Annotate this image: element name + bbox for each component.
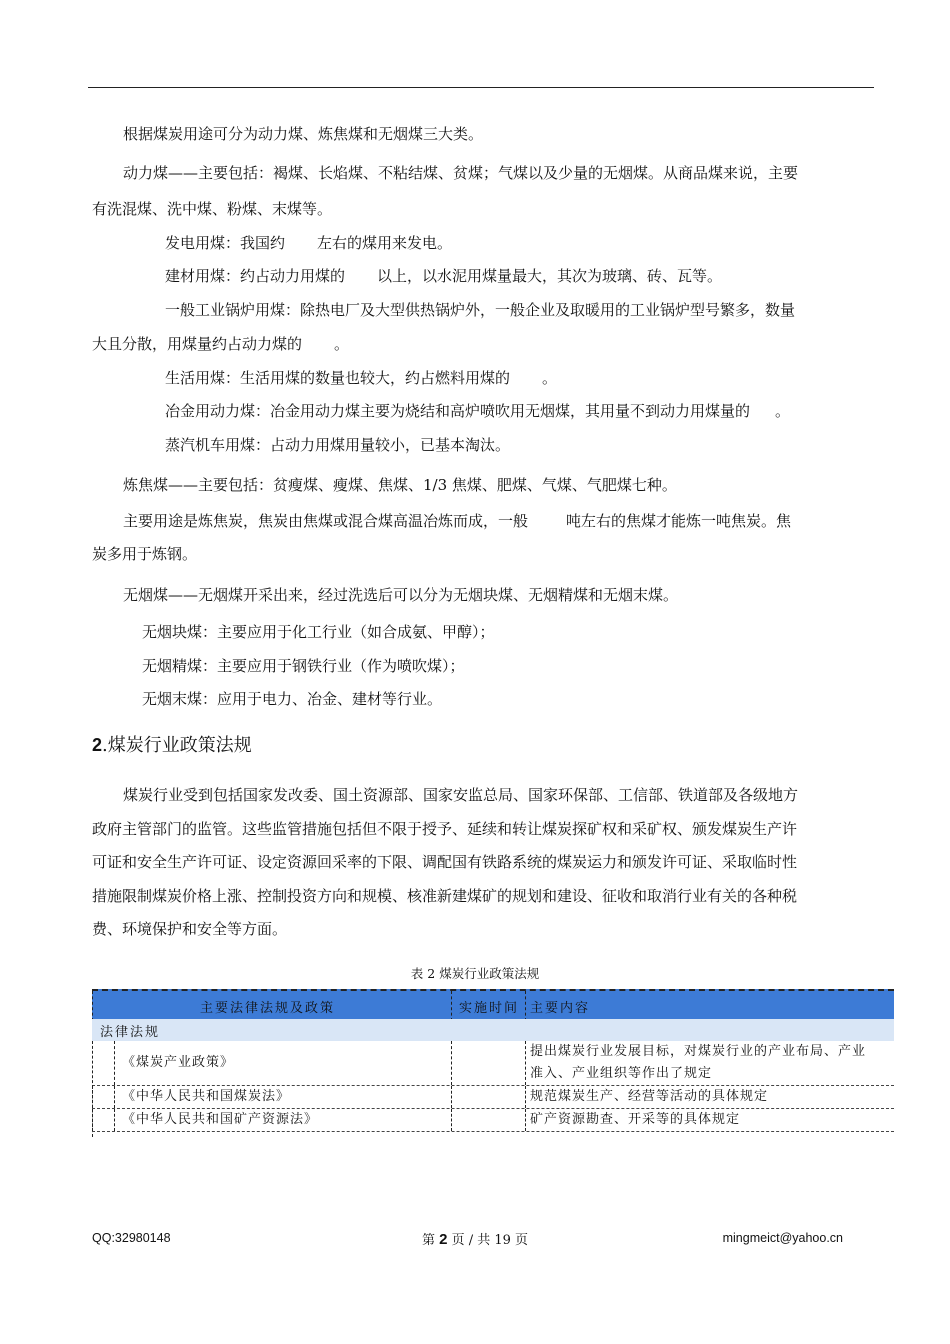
section-2-title-text: .煤炭行业政策法规 (102, 735, 252, 756)
coking-coal-heading: 炼焦煤——主要包括：贫瘦煤、瘦煤、焦煤、1/3 焦煤、肥煤、气煤、气肥煤七种。 (123, 476, 677, 494)
metallurgy-use-b: 。 (775, 402, 791, 420)
anthracite-lump: 无烟块煤：主要应用于化工行业（如合成氨、甲醇）； (142, 623, 495, 641)
table-category-row (92, 1019, 894, 1041)
law-name: 《中华人民共和国煤炭法》 (122, 1089, 291, 1104)
law-content-line2: 准入、产业组织等作出了规定 (530, 1066, 713, 1081)
boiler-use: 一般工业锅炉用煤：除热电厂及大型供热锅炉外，一般企业及取暖用的工业锅炉型号繁多，数量 (165, 301, 796, 319)
page-prefix: 第 (421, 1233, 435, 1248)
policy-paragraph-line2: 政府主管部门的监管。这些监管措施包括但不限于授予、延续和转让煤炭探矿权和采矿权、颁发煤炭生产许 (92, 820, 798, 838)
anthracite-powder: 无烟末煤：应用于电力、冶金、建材等行业。 (142, 690, 443, 708)
law-content-line1: 提出煤炭行业发展目标，对煤炭行业的产业布局、产业 (530, 1044, 867, 1059)
page-suffix: 页 / 共 19 页 (451, 1233, 529, 1248)
law-content-line1: 规范煤炭生产、经营等活动的具体规定 (530, 1089, 769, 1104)
header-rule (88, 87, 874, 88)
footer-email: mingmeict@yahoo.cn (722, 1231, 843, 1245)
coking-coal-use-cont: 炭多用于炼钢。 (92, 545, 198, 563)
living-use-a: 生活用煤：生活用煤的数量也较大，约占燃料用煤的 (165, 369, 511, 387)
anthracite-fine: 无烟精煤：主要应用于钢铁行业（作为喷吹煤）； (142, 657, 465, 675)
table-row (92, 1086, 894, 1109)
steam-coal-heading: 动力煤——主要包括：褐煤、长焰煤、不粘结煤、贫煤；气煤以及少量的无烟煤。从商品煤来说，主要 (123, 164, 799, 182)
policy-paragraph-line4: 措施限制煤炭价格上涨、控制投资方向和规模、核准新建煤矿的规划和建设、征收和取消行业有关的各种税 (92, 887, 798, 905)
steam-coal-heading-cont: 有洗混煤、洗中煤、粉煤、末煤等。 (92, 200, 333, 218)
policy-paragraph-line5: 费、环境保护和安全等方面。 (92, 920, 288, 938)
metallurgy-use-a: 冶金用动力煤：冶金用动力煤主要为烧结和高炉喷吹用无烟煤，其用量不到动力用煤量的 (165, 402, 751, 420)
policy-paragraph-line1: 煤炭行业受到包括国家发改委、国土资源部、国家安监总局、国家环保部、工信部、铁道部及各级地方 (123, 786, 799, 804)
section-2-number: 2 (92, 735, 103, 755)
table-row (92, 1041, 894, 1086)
coking-coal-use-a: 主要用途是炼焦炭，焦炭由焦煤或混合煤高温冶炼而成，一般 (123, 512, 529, 530)
coking-coal-use (123, 511, 791, 531)
policy-paragraph-line3: 可证和安全生产许可证、设定资源回采率的下限、调配国有铁路系统的煤炭运力和颁发许可证、采取临时性 (92, 853, 798, 871)
category-laws: 法律法规 (100, 1025, 161, 1040)
header-date: 实施时间 (459, 1001, 520, 1016)
table-row (92, 1109, 894, 1132)
coking-coal-use-b: 吨左右的焦煤才能炼一吨焦炭。焦 (566, 512, 792, 530)
power-use-b: 左右的煤用来发电。 (317, 234, 453, 252)
intro-paragraph: 根据煤炭用途可分为动力煤、炼焦煤和无烟煤三大类。 (123, 125, 484, 143)
power-use-a: 发电用煤：我国约 (165, 234, 286, 252)
metallurgy-use (165, 401, 790, 421)
law-name: 《煤炭产业政策》 (122, 1055, 235, 1070)
header-laws: 主要法律法规及政策 (200, 1001, 336, 1016)
power-use (165, 233, 452, 253)
boiler-use-cont-a: 大且分散，用煤量约占动力煤的 (92, 335, 303, 353)
living-use (165, 368, 557, 388)
boiler-use-cont (92, 334, 349, 354)
living-use-b: 。 (542, 369, 558, 387)
building-use-b: 以上，以水泥用煤量最大，其次为玻璃、砖、瓦等。 (377, 267, 723, 285)
boiler-use-cont-b: 。 (334, 335, 350, 353)
law-name: 《中华人民共和国矿产资源法》 (122, 1112, 319, 1127)
law-content-line1: 矿产资源勘查、开采等的具体规定 (530, 1112, 741, 1127)
locomotive-use: 蒸汽机车用煤：占动力用煤用量较小，已基本淘汰。 (165, 436, 511, 454)
footer-qq: QQ:32980148 (92, 1231, 171, 1245)
page-current: 2 (439, 1231, 448, 1248)
building-use (165, 266, 722, 286)
table-caption: 表 2 煤炭行业政策法规 (410, 966, 540, 981)
section-2-title (92, 733, 252, 758)
anthracite-heading: 无烟煤——无烟煤开采出来，经过洗选后可以分为无烟块煤、无烟精煤和无烟末煤。 (123, 586, 679, 604)
header-content: 主要内容 (530, 1001, 591, 1016)
building-use-a: 建材用煤：约占动力用煤的 (165, 267, 346, 285)
table-header-row (92, 989, 894, 1022)
